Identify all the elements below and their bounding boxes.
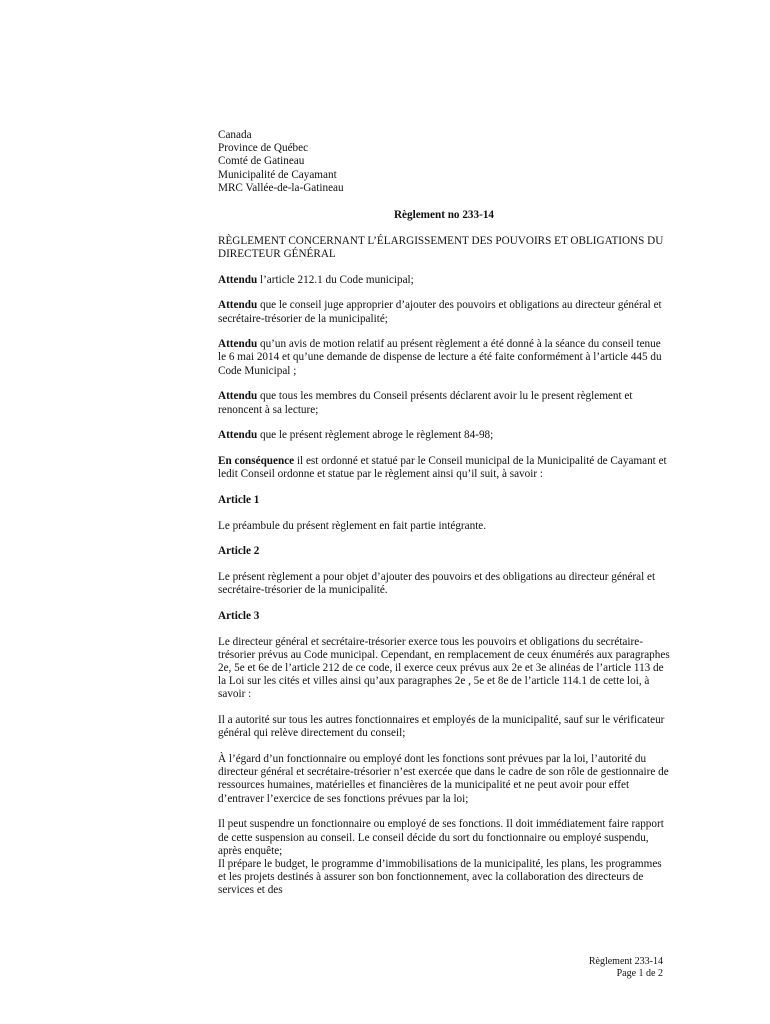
consequence-clause: [218, 455, 670, 481]
whereas-lead: Attendu: [218, 299, 258, 312]
page-footer: [589, 956, 663, 980]
whereas-lead: Attendu: [218, 338, 258, 351]
whereas-lead: Attendu: [218, 273, 258, 286]
header-line-county: Comté de Gatineau: [218, 155, 305, 168]
footer-regulation-ref: Règlement 233-14: [588, 956, 663, 967]
footer-page-number: Page 1 de 2: [616, 968, 663, 979]
whereas-text: l’article 212.1 du Code municipal;: [257, 273, 414, 286]
whereas-clause: [218, 429, 670, 442]
document-body: [218, 129, 670, 898]
article-3-paragraph: Il a autorité sur tous les autres fonctionnaires et employés de la municipalité, sauf sur le vérificateur général qui relève directement du conseil;: [218, 714, 665, 740]
article-3-paragraph: Le directeur général et secrétaire-trésorier exerce tous les pouvoirs et obligations du secrétaire-trésorier prévus au Code municipal. Cependant, en remplacement de ceux énumérés aux paragraphes 2e, 5e et 6e de l’article 212 de ce code, il exerce ceux prévus aux 2e et 3e alinéas de l’article 113 de la Loi sur les cités et villes ainsi qu’aux paragraphes 2e , 5e et 8e de l’article 114.1 de cette loi, à savoir :: [218, 635, 670, 701]
article-1-text: Le préambule du présent règlement en fait partie intégrante.: [218, 519, 487, 532]
regulation-title: Règlement no 233-14: [393, 209, 495, 222]
article-3-heading: Article 3: [218, 609, 260, 622]
article-3-budget-text: Il prépare le budget, le programme d’immobilisations de la municipalité, les plans, les programmes et les projets destinés à assurer son bon fonctionnement, avec la collaboration des directeurs de services et des: [218, 857, 662, 897]
whereas-lead: Attendu: [218, 390, 258, 403]
whereas-text: qu’un avis de motion relatif au présent règlement a été donné à la séance du conseil tenue le 6 mai 2014 et qu’une demande de dispense de lecture a été faite conformément à l’article 445 du Code Municipal ;: [218, 338, 662, 377]
header-line-province: Province de Québec: [218, 142, 309, 155]
whereas-lead: Attendu: [218, 429, 258, 442]
address-header: [218, 129, 670, 195]
consequence-lead: En conséquence: [218, 454, 295, 467]
regulation-subject: RÈGLEMENT CONCERNANT L’ÉLARGISSEMENT DES POUVOIRS ET OBLIGATIONS DU DIRECTEUR GÉNÉRAL: [218, 234, 664, 260]
whereas-clause: [218, 338, 670, 378]
header-line-country: Canada: [218, 129, 252, 141]
article-2-text: Le présent règlement a pour objet d’ajouter des pouvoirs et des obligations au directeur général et secrétaire-trésorier de la municipalité.: [218, 570, 656, 597]
article-2-heading: Article 2: [218, 545, 260, 558]
consequence-text: il est ordonné et statué par le Conseil municipal de la Municipalité de Cayamant et ledit Conseil ordonne et statue par le règlement ainsi qu’il suit, à savoir :: [218, 454, 667, 481]
article-3-paragraph: À l’égard d’un fonctionnaire ou employé dont les fonctions sont prévues par la loi, l’autorité du directeur général et secrétaire-trésorier n’est exercée que dans le cadre de son rôle de gestionnaire de ressources humaines, matérielles et financières de la municipalité et ne peut avoir pour effet d’entraver l’exercice de ses fonctions prévues par la loi;: [218, 753, 669, 805]
whereas-text: que le conseil juge approprier d’ajouter des pouvoirs et obligations au directeur général et secrétaire-trésorier de la municipalité;: [218, 299, 662, 325]
article-1-heading: Article 1: [218, 493, 260, 506]
whereas-text: que le présent règlement abroge le règlement 84-98;: [257, 429, 494, 442]
whereas-clause: [218, 274, 670, 287]
whereas-text: que tous les membres du Conseil présents déclarent avoir lu le present règlement et renoncent à sa lecture;: [218, 390, 633, 416]
whereas-clause: [218, 299, 670, 325]
article-3-suspension-text: Il peut suspendre un fonctionnaire ou employé de ses fonctions. Il doit immédiatement faire rapport de cette suspension au conseil. Le conseil décide du sort du fonctionnaire ou employé suspendu, après enquête;: [218, 818, 664, 857]
article-3-paragraph: [218, 818, 670, 897]
whereas-clause: [218, 390, 670, 416]
header-line-mrc: MRC Vallée-de-la-Gatineau: [218, 181, 344, 194]
header-line-municipality: Municipalité de Cayamant: [218, 168, 337, 181]
